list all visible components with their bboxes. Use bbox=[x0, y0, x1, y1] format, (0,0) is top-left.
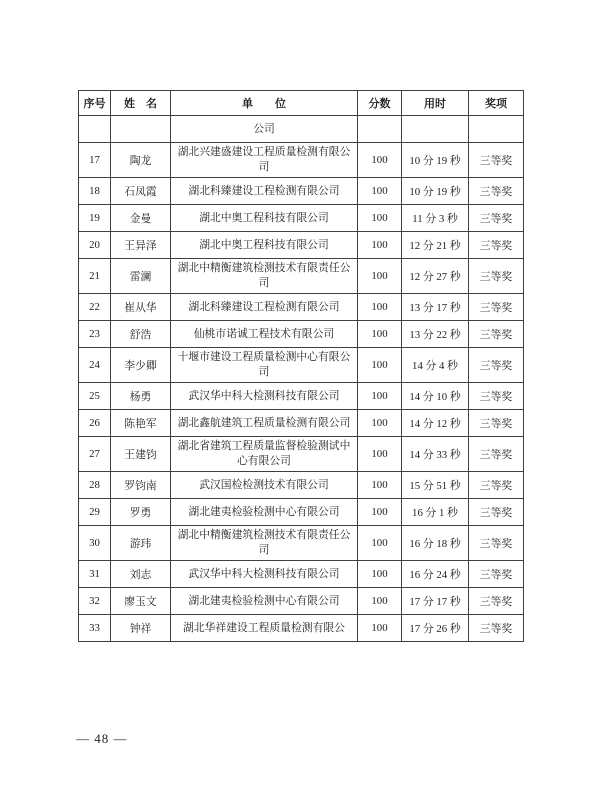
cell-unit: 湖北中奥工程科技有限公司 bbox=[171, 232, 358, 259]
cell-index: 31 bbox=[79, 561, 111, 588]
cell-unit: 武汉华中科大检测科技有限公司 bbox=[171, 561, 358, 588]
cell-name: 崔从华 bbox=[111, 294, 171, 321]
cell-unit: 湖北科臻建设工程检测有限公司 bbox=[171, 178, 358, 205]
cell-award: 三等奖 bbox=[469, 383, 524, 410]
cell-unit: 十堰市建设工程质量检测中心有限公司 bbox=[171, 348, 358, 383]
cell-unit: 湖北科臻建设工程检测有限公司 bbox=[171, 294, 358, 321]
cell-unit: 湖北中奥工程科技有限公司 bbox=[171, 205, 358, 232]
cell-award: 三等奖 bbox=[469, 321, 524, 348]
cell-index: 24 bbox=[79, 348, 111, 383]
cell-award: 三等奖 bbox=[469, 232, 524, 259]
table-row bbox=[79, 348, 524, 383]
cell-score: 100 bbox=[358, 259, 402, 294]
cell-time bbox=[402, 116, 469, 143]
cell-unit: 湖北建夷检验检测中心有限公司 bbox=[171, 588, 358, 615]
cell-score: 100 bbox=[358, 472, 402, 499]
cell-unit: 湖北省建筑工程质量监督检验测试中心有限公司 bbox=[171, 437, 358, 472]
cell-time: 14 分 10 秒 bbox=[402, 383, 469, 410]
cell-award: 三等奖 bbox=[469, 615, 524, 642]
cell-award: 三等奖 bbox=[469, 178, 524, 205]
cell-index bbox=[79, 116, 111, 143]
cell-award: 三等奖 bbox=[469, 472, 524, 499]
table-row bbox=[79, 116, 524, 143]
cell-time: 13 分 17 秒 bbox=[402, 294, 469, 321]
table-row bbox=[79, 615, 524, 642]
cell-index: 21 bbox=[79, 259, 111, 294]
col-header-award: 奖项 bbox=[469, 91, 524, 116]
cell-unit: 湖北华祥建设工程质量检测有限公 bbox=[171, 615, 358, 642]
table-row bbox=[79, 321, 524, 348]
cell-award bbox=[469, 116, 524, 143]
table-row bbox=[79, 178, 524, 205]
cell-award: 三等奖 bbox=[469, 437, 524, 472]
table-row bbox=[79, 526, 524, 561]
cell-time: 13 分 22 秒 bbox=[402, 321, 469, 348]
cell-time: 16 分 1 秒 bbox=[402, 499, 469, 526]
cell-score: 100 bbox=[358, 383, 402, 410]
cell-index: 33 bbox=[79, 615, 111, 642]
cell-name bbox=[111, 116, 171, 143]
cell-award: 三等奖 bbox=[469, 588, 524, 615]
cell-name: 王异泽 bbox=[111, 232, 171, 259]
cell-score: 100 bbox=[358, 348, 402, 383]
cell-name: 刘志 bbox=[111, 561, 171, 588]
results-table bbox=[78, 90, 524, 642]
cell-name: 石凤霞 bbox=[111, 178, 171, 205]
cell-time: 11 分 3 秒 bbox=[402, 205, 469, 232]
cell-award: 三等奖 bbox=[469, 143, 524, 178]
cell-name: 罗钧南 bbox=[111, 472, 171, 499]
table-row bbox=[79, 259, 524, 294]
cell-time: 15 分 51 秒 bbox=[402, 472, 469, 499]
page-number: — 48 — bbox=[76, 731, 128, 746]
cell-index: 29 bbox=[79, 499, 111, 526]
table-row bbox=[79, 294, 524, 321]
cell-index: 19 bbox=[79, 205, 111, 232]
col-header-time: 用时 bbox=[402, 91, 469, 116]
table-row bbox=[79, 499, 524, 526]
cell-name: 游玮 bbox=[111, 526, 171, 561]
cell-time: 17 分 26 秒 bbox=[402, 615, 469, 642]
cell-name: 陈艳军 bbox=[111, 410, 171, 437]
col-header-unit: 单 位 bbox=[171, 91, 358, 116]
cell-name: 舒浩 bbox=[111, 321, 171, 348]
cell-score: 100 bbox=[358, 321, 402, 348]
cell-index: 26 bbox=[79, 410, 111, 437]
cell-name: 罗勇 bbox=[111, 499, 171, 526]
cell-unit: 湖北中精衡建筑检测技术有限责任公司 bbox=[171, 259, 358, 294]
cell-index: 30 bbox=[79, 526, 111, 561]
table-row bbox=[79, 410, 524, 437]
cell-unit: 武汉华中科大检测科技有限公司 bbox=[171, 383, 358, 410]
cell-time: 14 分 33 秒 bbox=[402, 437, 469, 472]
cell-time: 12 分 21 秒 bbox=[402, 232, 469, 259]
cell-award: 三等奖 bbox=[469, 410, 524, 437]
cell-index: 32 bbox=[79, 588, 111, 615]
cell-score: 100 bbox=[358, 588, 402, 615]
cell-score: 100 bbox=[358, 232, 402, 259]
cell-index: 25 bbox=[79, 383, 111, 410]
cell-name: 钟祥 bbox=[111, 615, 171, 642]
cell-index: 20 bbox=[79, 232, 111, 259]
cell-time: 12 分 27 秒 bbox=[402, 259, 469, 294]
cell-index: 18 bbox=[79, 178, 111, 205]
cell-score: 100 bbox=[358, 410, 402, 437]
cell-score: 100 bbox=[358, 499, 402, 526]
cell-score bbox=[358, 116, 402, 143]
cell-time: 16 分 18 秒 bbox=[402, 526, 469, 561]
cell-time: 14 分 4 秒 bbox=[402, 348, 469, 383]
cell-award: 三等奖 bbox=[469, 499, 524, 526]
cell-score: 100 bbox=[358, 561, 402, 588]
cell-name: 雷澜 bbox=[111, 259, 171, 294]
cell-score: 100 bbox=[358, 178, 402, 205]
cell-index: 27 bbox=[79, 437, 111, 472]
cell-name: 陶龙 bbox=[111, 143, 171, 178]
table-row bbox=[79, 437, 524, 472]
table-row bbox=[79, 383, 524, 410]
table-row bbox=[79, 588, 524, 615]
cell-index: 17 bbox=[79, 143, 111, 178]
cell-award: 三等奖 bbox=[469, 561, 524, 588]
cell-time: 10 分 19 秒 bbox=[402, 143, 469, 178]
cell-unit: 湖北中精衡建筑检测技术有限责任公司 bbox=[171, 526, 358, 561]
cell-score: 100 bbox=[358, 437, 402, 472]
col-header-score: 分数 bbox=[358, 91, 402, 116]
cell-time: 14 分 12 秒 bbox=[402, 410, 469, 437]
cell-score: 100 bbox=[358, 205, 402, 232]
table-row bbox=[79, 561, 524, 588]
cell-time: 16 分 24 秒 bbox=[402, 561, 469, 588]
cell-unit: 武汉国检检测技术有限公司 bbox=[171, 472, 358, 499]
cell-time: 10 分 19 秒 bbox=[402, 178, 469, 205]
cell-score: 100 bbox=[358, 526, 402, 561]
cell-name: 杨勇 bbox=[111, 383, 171, 410]
cell-unit: 湖北建夷检验检测中心有限公司 bbox=[171, 499, 358, 526]
cell-score: 100 bbox=[358, 143, 402, 178]
table-header-row bbox=[79, 91, 524, 116]
col-header-name: 姓 名 bbox=[111, 91, 171, 116]
table-row bbox=[79, 232, 524, 259]
cell-time: 17 分 17 秒 bbox=[402, 588, 469, 615]
cell-award: 三等奖 bbox=[469, 259, 524, 294]
cell-index: 22 bbox=[79, 294, 111, 321]
cell-index: 28 bbox=[79, 472, 111, 499]
col-header-index: 序号 bbox=[79, 91, 111, 116]
cell-award: 三等奖 bbox=[469, 294, 524, 321]
cell-name: 李少卿 bbox=[111, 348, 171, 383]
cell-score: 100 bbox=[358, 294, 402, 321]
cell-score: 100 bbox=[358, 615, 402, 642]
cell-unit: 仙桃市诺诚工程技术有限公司 bbox=[171, 321, 358, 348]
cell-unit: 湖北兴建盛建设工程质量检测有限公司 bbox=[171, 143, 358, 178]
table-row bbox=[79, 472, 524, 499]
cell-index: 23 bbox=[79, 321, 111, 348]
cell-name: 王建钧 bbox=[111, 437, 171, 472]
cell-name: 金曼 bbox=[111, 205, 171, 232]
cell-award: 三等奖 bbox=[469, 526, 524, 561]
cell-award: 三等奖 bbox=[469, 348, 524, 383]
table-row bbox=[79, 143, 524, 178]
cell-unit: 公司 bbox=[171, 116, 358, 143]
cell-award: 三等奖 bbox=[469, 205, 524, 232]
table-row bbox=[79, 205, 524, 232]
cell-unit: 湖北鑫航建筑工程质量检测有限公司 bbox=[171, 410, 358, 437]
cell-name: 廖玉文 bbox=[111, 588, 171, 615]
